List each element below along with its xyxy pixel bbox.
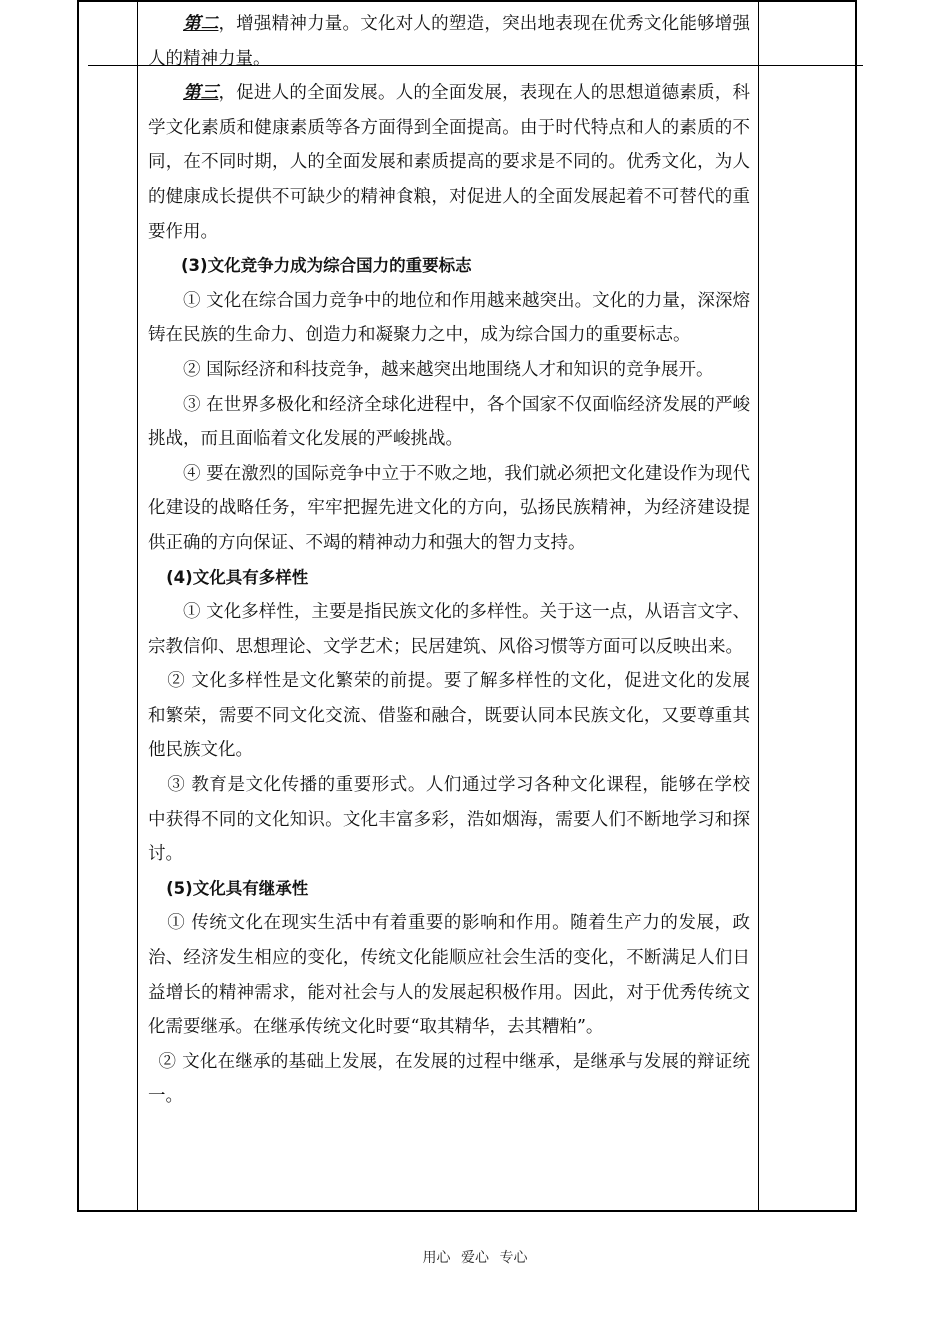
paragraph-lead: 第二 (183, 14, 219, 34)
paragraph (148, 284, 750, 353)
paragraph (148, 595, 750, 664)
paragraph (148, 457, 750, 561)
paragraph-text: (3)文化竞争力成为综合国力的重要标志 (181, 256, 472, 276)
paragraph (148, 76, 750, 249)
paragraph-lead: 第三 (183, 83, 219, 104)
paragraph-text: ③ 在世界多极化和经济全球化进程中，各个国家不仅面临经济发展的严峻挑战，而且面临着文化发展的严峻挑战。 (148, 394, 750, 450)
paragraph-text: ① 文化多样性，主要是指民族文化的多样性。关于这一点，从语言文字、宗教信仰、思想理论、文学艺术；民居建筑、风俗习惯等方面可以反映出来。 (148, 602, 750, 657)
paragraph (148, 768, 750, 872)
paragraph-text: (4)文化具有多样性 (166, 567, 309, 587)
paragraph-text: ② 国际经济和科技竞争，越来越突出地围绕人才和知识的竞争展开。 (183, 359, 714, 380)
paragraph (148, 872, 750, 907)
paragraph-text: ，促进人的全面发展。人的全面发展，表现在人的思想道德素质，科学文化素质和健康素质等各方面得到全面提高。由于时代特点和人的素质的不同，在不同时期，人的全面发展和素质提高的要求是不同的。优秀文化，为人的健康成长提供不可缺少的精神食粮，对促进人的全面发展起着不可替代的重要作用。 (148, 83, 750, 242)
paragraph-text: ② 文化在继承的基础上发展，在发展的过程中继承，是继承与发展的辩证统一。 (148, 1051, 750, 1107)
paragraph (148, 7, 750, 76)
paragraph (148, 906, 750, 1044)
paragraph-text: ① 传统文化在现实生活中有着重要的影响和作用。随着生产力的发展，政治、经济发生相应的变化，传统文化能顺应社会生活的变化，不断满足人们日益增长的精神需求，能对社会与人的发展起积极作用。因此，对于优秀传统文化需要继承。在继承传统文化时要“取其精华，去其糟粕”。 (148, 913, 750, 1038)
paragraph-text: ④ 要在激烈的国际竞争中立于不败之地，我们就必须把文化建设作为现代化建设的战略任务，牢牢把握先进文化的方向，弘扬民族精神，为经济建设提供正确的方向保证、不竭的精神动力和强大的智力支持。 (148, 463, 750, 553)
column-divider-right (758, 0, 759, 1212)
column-divider-left (137, 0, 138, 1212)
table-top-border (77, 0, 857, 2)
paragraph-text: ① 文化在综合国力竞争中的地位和作用越来越突出。文化的力量，深深熔铸在民族的生命力、创造力和凝聚力之中，成为综合国力的重要标志。 (148, 290, 750, 346)
paragraph-text: ② 文化多样性是文化繁荣的前提。要了解多样性的文化，促进文化的发展和繁荣，需要不同文化交流、借鉴和融合，既要认同本民族文化，又要尊重其他民族文化。 (148, 671, 750, 761)
content-cell (148, 7, 750, 1114)
paragraph (148, 561, 750, 596)
paragraph (148, 1045, 750, 1114)
paragraph (148, 664, 750, 768)
paragraph-text: (5)文化具有继承性 (166, 878, 309, 898)
page-footer: 用心 爱心 专心 (422, 1250, 528, 1266)
paragraph-text: ，增强精神力量。文化对人的塑造，突出地表现在优秀文化能够增强人的精神力量。 (148, 14, 750, 69)
paragraph (148, 388, 750, 457)
paragraph (148, 353, 750, 388)
paragraph-text: ③ 教育是文化传播的重要形式。人们通过学习各种文化课程，能够在学校中获得不同的文化知识。文化丰富多彩，浩如烟海，需要人们不断地学习和探讨。 (148, 775, 750, 865)
paragraph (148, 249, 750, 284)
